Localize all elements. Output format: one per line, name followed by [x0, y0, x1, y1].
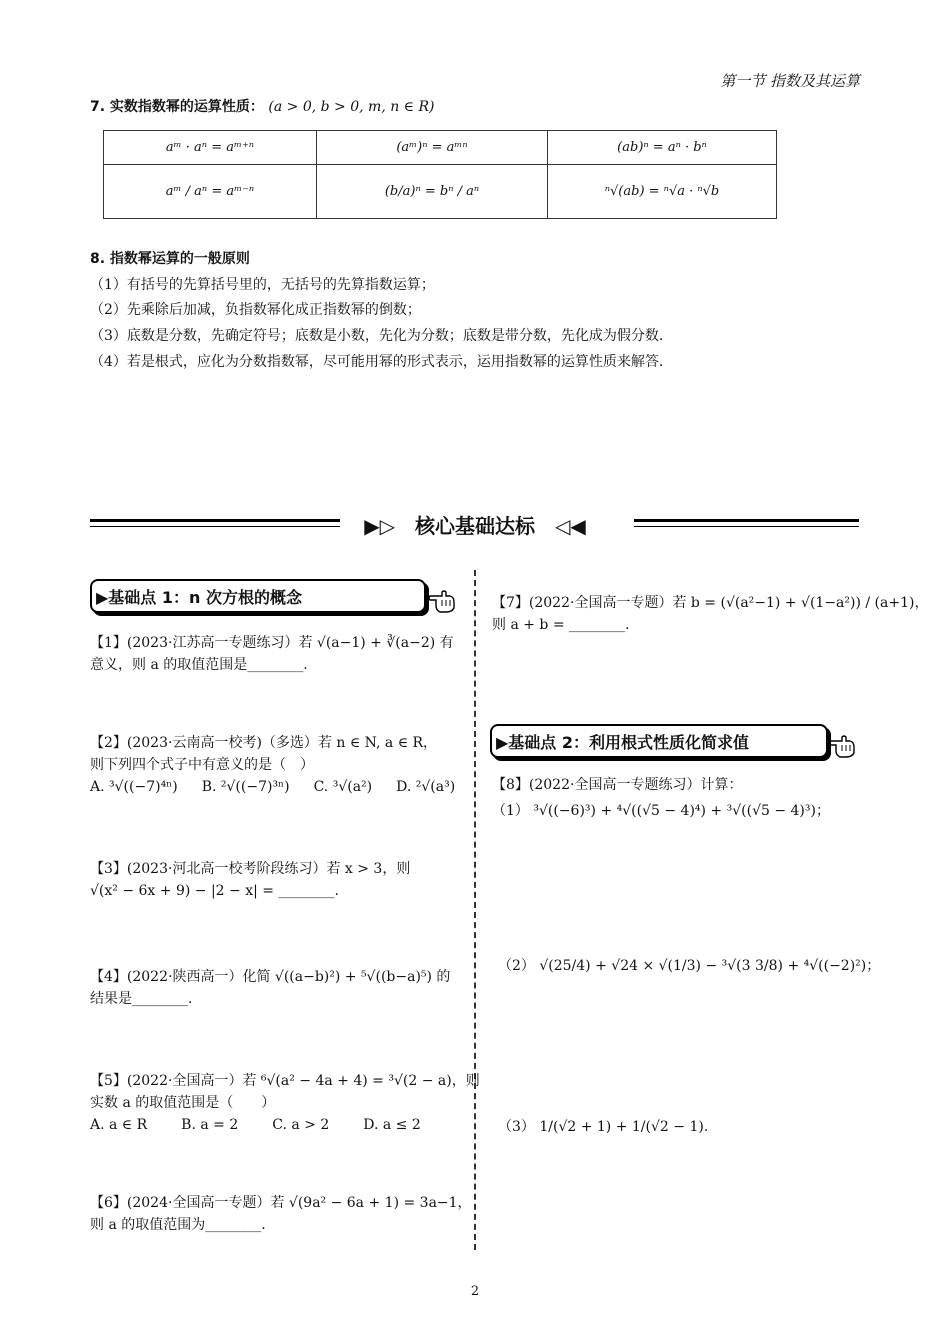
option: C. a > 2	[272, 1117, 330, 1133]
question-4-line1: 【4】(2022·陕西高一）化简 √((a−b)²) + ⁵√((b−a)⁵) 的	[90, 969, 451, 985]
question-2-options	[90, 776, 455, 798]
banner-rule-left-thin	[90, 526, 340, 527]
question-3-line1: 【3】(2023·河北高一校考阶段练习）若 x > 3，则	[90, 861, 411, 877]
rule-item: （3）底数是分数，先确定符号；底数是小数，先化为分数；底数是带分数，先化成为假分数.	[90, 328, 664, 344]
question-7-line1: 【7】(2022·全国高一专题）若 b = (√(a²−1) + √(1−a²)) / (a+1)，	[492, 595, 929, 611]
question-6-line1: 【6】(2024·全国高一专题）若 √(9a² − 6a + 1) = 3a−1，	[90, 1195, 472, 1211]
question-1-line1: 【1】(2023·江苏高一专题练习）若 √(a−1) + ∛(a−2) 有	[90, 635, 454, 651]
question-3	[90, 858, 410, 902]
pointing-hand-icon	[428, 584, 458, 614]
banner-rule-right	[634, 519, 859, 522]
question-5-line1: 【5】(2022·全国高一）若 ⁶√(a² − 4a + 4) = ³√(2 − a)，则	[90, 1073, 480, 1089]
question-7-line2: 则 a + b = ________.	[492, 617, 630, 633]
question-5-options	[90, 1114, 480, 1136]
property-cell: (b/a)ⁿ = bⁿ / aⁿ	[317, 165, 548, 219]
question-1-line2: 意义，则 a 的取值范围是________.	[90, 657, 308, 673]
question-2-line1: 【2】(2023·云南高一校考)（多选）若 n ∈ N, a ∈ R，	[90, 735, 438, 751]
question-4-line2: 结果是________.	[90, 991, 193, 1007]
point-2-label: ▶基础点 2：利用根式性质化简求值	[496, 733, 750, 752]
rule-item: （1）有括号的先算括号里的，无括号的先算指数运算；	[90, 277, 435, 293]
rule-item: （4）若是根式，应化为分数指数幂，尽可能用幂的形式表示，运用指数幂的运算性质来解答.	[90, 354, 664, 370]
option: A. ³√((−7)⁴ⁿ)	[90, 779, 178, 795]
point-1-label: ▶基础点 1：n 次方根的概念	[96, 588, 302, 607]
option: D. a ≤ 2	[363, 1117, 421, 1133]
section-7-heading	[90, 96, 435, 116]
question-6-line2: 则 a 的取值范围为________.	[90, 1217, 266, 1233]
option: C. ³√(a²)	[313, 779, 373, 795]
rule-item: （2）先乘除后加减，负指数幂化成正指数幂的倒数；	[90, 302, 421, 318]
page-number: 2	[470, 1284, 480, 1299]
option: D. ²√(a³)	[396, 779, 456, 795]
point-1-box	[90, 579, 426, 613]
option: B. ²√((−7)³ⁿ)	[201, 779, 290, 795]
question-6	[90, 1192, 472, 1236]
question-4	[90, 966, 450, 1010]
property-cell: (aᵐ)ⁿ = aᵐⁿ	[317, 131, 548, 165]
question-2	[90, 732, 455, 798]
property-cell: aᵐ / aⁿ = aᵐ⁻ⁿ	[104, 165, 317, 219]
question-1	[90, 632, 454, 676]
section-7-title: 7. 实数指数幂的运算性质：	[90, 99, 264, 115]
option: A. a ∈ R	[90, 1117, 148, 1133]
question-8-part-2: （2） √(25/4) + √24 × √(1/3) − ³√(3 3/8) + ⁴√((−2)²)；	[498, 958, 881, 974]
section-7-condition: (a > 0, b > 0, m, n ∈ R)	[268, 99, 435, 115]
property-cell: aᵐ · aⁿ = aᵐ⁺ⁿ	[104, 131, 317, 165]
question-7	[492, 592, 928, 636]
banner-rule-right-thin	[634, 526, 859, 527]
section-8-title: 8. 指数幂运算的一般原则	[90, 251, 250, 267]
question-8-line1: 【8】(2022·全国高一专题练习）计算：	[492, 777, 743, 793]
column-divider	[474, 570, 476, 1250]
question-8-part-1: （1） ³√((−6)³) + ⁴√((√5 − 4)⁴) + ³√((√5 − 4)³)；	[492, 803, 830, 819]
question-2-line2: 则下列四个式子中有意义的是（ ）	[90, 757, 314, 773]
banner-rule-left	[90, 519, 340, 522]
point-2-box	[490, 724, 828, 758]
exponent-properties-table	[103, 130, 777, 219]
banner-title: ▶▷ 核心基础达标 ◁◀	[364, 514, 586, 538]
question-3-line2: √(x² − 6x + 9) − |2 − x| = ________.	[90, 883, 339, 899]
pointing-hand-icon	[828, 729, 858, 759]
question-8	[492, 774, 830, 822]
option: B. a = 2	[181, 1117, 239, 1133]
property-cell: ⁿ√(ab) = ⁿ√a · ⁿ√b	[548, 165, 777, 219]
question-8-part-3: （3） 1/(√2 + 1) + 1/(√2 − 1).	[498, 1119, 709, 1135]
page-header: 第一节 指数及其运算	[720, 72, 860, 90]
property-cell: (ab)ⁿ = aⁿ · bⁿ	[548, 131, 777, 165]
question-5	[90, 1070, 480, 1136]
question-5-line2: 实数 a 的取值范围是（ ）	[90, 1095, 276, 1111]
